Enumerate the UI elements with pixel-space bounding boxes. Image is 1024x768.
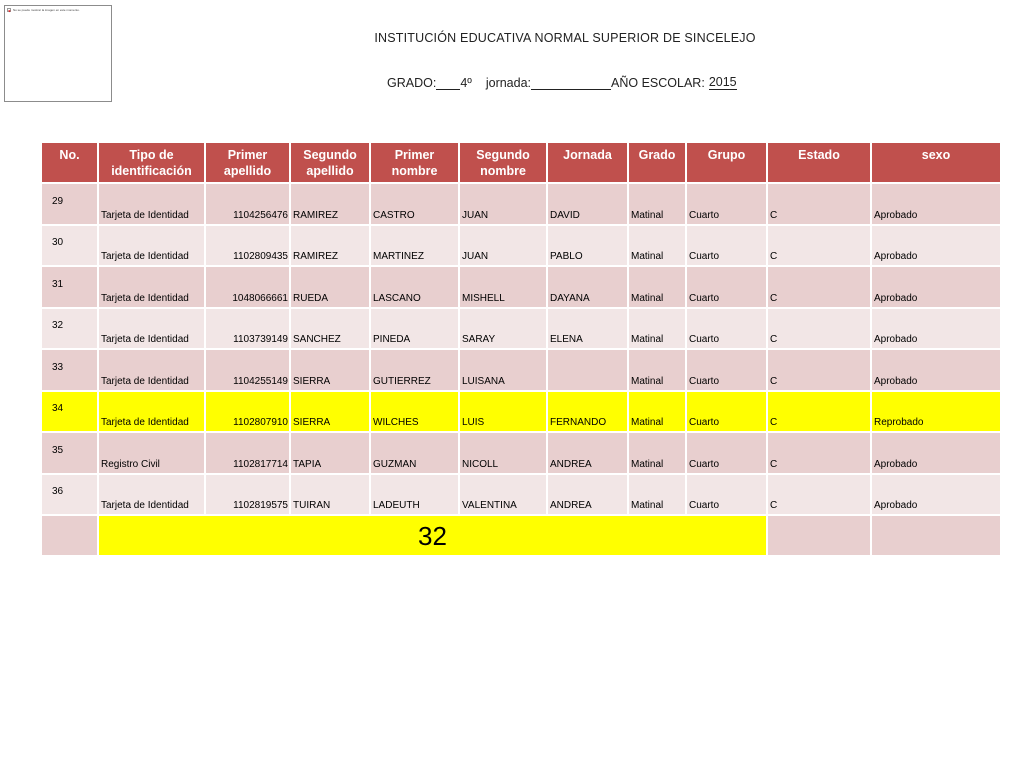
table-cell: TUIRAN bbox=[290, 474, 370, 516]
total-row bbox=[42, 515, 1000, 555]
table-cell: LADEUTH bbox=[370, 474, 459, 516]
table-cell: Matinal bbox=[628, 225, 686, 267]
column-header-segundo-apellido: Segundo apellido bbox=[290, 143, 370, 183]
total-row-empty-cell bbox=[42, 515, 98, 555]
broken-image-icon bbox=[7, 8, 11, 12]
table-cell: SARAY bbox=[459, 308, 547, 350]
column-header-grupo: Grupo bbox=[686, 143, 767, 183]
table-cell: LUIS bbox=[459, 391, 547, 433]
image-placeholder bbox=[4, 5, 112, 102]
table-row bbox=[42, 308, 1000, 350]
table-cell: LUISANA bbox=[459, 349, 547, 391]
table-cell: PINEDA bbox=[370, 308, 459, 350]
table-cell: ELENA bbox=[547, 308, 628, 350]
grado-value: 4º bbox=[460, 76, 472, 90]
table-cell: Matinal bbox=[628, 432, 686, 474]
table-cell: Matinal bbox=[628, 474, 686, 516]
total-row-empty-cell bbox=[767, 515, 871, 555]
table-cell: C bbox=[767, 349, 871, 391]
table-cell: Registro Civil bbox=[98, 432, 205, 474]
table-cell: C bbox=[767, 474, 871, 516]
table-cell: WILCHES bbox=[370, 391, 459, 433]
table-row bbox=[42, 266, 1000, 308]
grade-line bbox=[387, 75, 737, 90]
table-cell: Aprobado bbox=[871, 349, 1000, 391]
table-cell: JUAN bbox=[459, 225, 547, 267]
table-row bbox=[42, 225, 1000, 267]
institution-title: INSTITUCIÓN EDUCATIVA NORMAL SUPERIOR DE SINCELEJO bbox=[374, 31, 756, 45]
column-header-estado: Estado bbox=[767, 143, 871, 183]
table-cell: ANDREA bbox=[547, 474, 628, 516]
grado-blank bbox=[436, 76, 460, 90]
table-cell: Tarjeta de Identidad bbox=[98, 308, 205, 350]
row-number-cell: 34 bbox=[42, 391, 98, 433]
table-cell: 1104255149 bbox=[205, 349, 290, 391]
total-count: 32 bbox=[98, 515, 767, 555]
table-cell: GUTIERREZ bbox=[370, 349, 459, 391]
table-cell: 1102807910 bbox=[205, 391, 290, 433]
image-placeholder-message: No se puede mostrar la imagen en este momento. bbox=[13, 8, 80, 12]
table-cell: Cuarto bbox=[686, 432, 767, 474]
table-cell: Matinal bbox=[628, 266, 686, 308]
total-row-empty-cell bbox=[871, 515, 1000, 555]
table-cell: C bbox=[767, 432, 871, 474]
table-cell: DAYANA bbox=[547, 266, 628, 308]
table-cell: 1102817714 bbox=[205, 432, 290, 474]
table-cell: Matinal bbox=[628, 391, 686, 433]
jornada-blank bbox=[531, 76, 611, 90]
table-cell: RUEDA bbox=[290, 266, 370, 308]
table-cell: 1048066661 bbox=[205, 266, 290, 308]
jornada-label: jornada: bbox=[485, 76, 532, 90]
table-cell: SIERRA bbox=[290, 391, 370, 433]
table-cell: Aprobado bbox=[871, 474, 1000, 516]
table-cell: JUAN bbox=[459, 183, 547, 225]
row-number-cell: 33 bbox=[42, 349, 98, 391]
table-cell: 1102819575 bbox=[205, 474, 290, 516]
table-cell: Aprobado bbox=[871, 308, 1000, 350]
table-cell: Tarjeta de Identidad bbox=[98, 266, 205, 308]
table-cell: SANCHEZ bbox=[290, 308, 370, 350]
table-cell: ANDREA bbox=[547, 432, 628, 474]
table-body bbox=[42, 183, 1000, 515]
row-number-cell: 36 bbox=[42, 474, 98, 516]
table-cell: PABLO bbox=[547, 225, 628, 267]
table-cell: SIERRA bbox=[290, 349, 370, 391]
column-header-tipo-identificacion: Tipo de identificación bbox=[98, 143, 205, 183]
table-cell: FERNANDO bbox=[547, 391, 628, 433]
row-number-cell: 32 bbox=[42, 308, 98, 350]
table-cell: Cuarto bbox=[686, 308, 767, 350]
students-table bbox=[42, 143, 1000, 555]
table-cell: Cuarto bbox=[686, 391, 767, 433]
anio-label: AÑO ESCOLAR: bbox=[611, 76, 705, 90]
table-cell: VALENTINA bbox=[459, 474, 547, 516]
table-cell: MISHELL bbox=[459, 266, 547, 308]
row-number-cell: 30 bbox=[42, 225, 98, 267]
column-header-primer-nombre: Primer nombre bbox=[370, 143, 459, 183]
table-cell: C bbox=[767, 183, 871, 225]
column-header-no: No. bbox=[42, 143, 98, 183]
table-cell: LASCANO bbox=[370, 266, 459, 308]
table-cell: Tarjeta de Identidad bbox=[98, 225, 205, 267]
table-cell: Aprobado bbox=[871, 225, 1000, 267]
row-number-cell: 29 bbox=[42, 183, 98, 225]
table-row bbox=[42, 474, 1000, 516]
table-cell: C bbox=[767, 391, 871, 433]
table-cell: DAVID bbox=[547, 183, 628, 225]
table-cell: RAMIREZ bbox=[290, 225, 370, 267]
table-cell: CASTRO bbox=[370, 183, 459, 225]
table-cell: Cuarto bbox=[686, 349, 767, 391]
table-cell: Cuarto bbox=[686, 266, 767, 308]
table-header-row bbox=[42, 143, 1000, 183]
table-cell: GUZMAN bbox=[370, 432, 459, 474]
table-cell: Reprobado bbox=[871, 391, 1000, 433]
table-cell: NICOLL bbox=[459, 432, 547, 474]
table-cell: Aprobado bbox=[871, 432, 1000, 474]
column-header-grado: Grado bbox=[628, 143, 686, 183]
table-cell: C bbox=[767, 308, 871, 350]
table-row bbox=[42, 432, 1000, 474]
row-number-cell: 35 bbox=[42, 432, 98, 474]
column-header-sexo: sexo bbox=[871, 143, 1000, 183]
table-cell: Matinal bbox=[628, 349, 686, 391]
column-header-segundo-nombre: Segundo nombre bbox=[459, 143, 547, 183]
grado-label: GRADO: bbox=[387, 76, 437, 90]
table-cell: TAPIA bbox=[290, 432, 370, 474]
column-header-jornada: Jornada bbox=[547, 143, 628, 183]
table-cell: Matinal bbox=[628, 308, 686, 350]
table-cell: Tarjeta de Identidad bbox=[98, 391, 205, 433]
table-cell: 1102809435 bbox=[205, 225, 290, 267]
table-cell: C bbox=[767, 266, 871, 308]
table-cell: Cuarto bbox=[686, 183, 767, 225]
table-cell: Tarjeta de Identidad bbox=[98, 349, 205, 391]
table-cell: Aprobado bbox=[871, 183, 1000, 225]
table-row bbox=[42, 349, 1000, 391]
table-cell: Tarjeta de Identidad bbox=[98, 183, 205, 225]
table-cell: Tarjeta de Identidad bbox=[98, 474, 205, 516]
table-cell bbox=[547, 349, 628, 391]
row-number-cell: 31 bbox=[42, 266, 98, 308]
table-cell: C bbox=[767, 225, 871, 267]
table-row bbox=[42, 183, 1000, 225]
table-cell: Cuarto bbox=[686, 474, 767, 516]
table-cell: RAMIREZ bbox=[290, 183, 370, 225]
table-cell: 1104256476 bbox=[205, 183, 290, 225]
table-cell: Matinal bbox=[628, 183, 686, 225]
table-cell: 1103739149 bbox=[205, 308, 290, 350]
table-cell: MARTINEZ bbox=[370, 225, 459, 267]
table-cell: Cuarto bbox=[686, 225, 767, 267]
column-header-primer-apellido: Primer apellido bbox=[205, 143, 290, 183]
table-cell: Aprobado bbox=[871, 266, 1000, 308]
anio-value: 2015 bbox=[708, 75, 737, 89]
table-row bbox=[42, 391, 1000, 433]
